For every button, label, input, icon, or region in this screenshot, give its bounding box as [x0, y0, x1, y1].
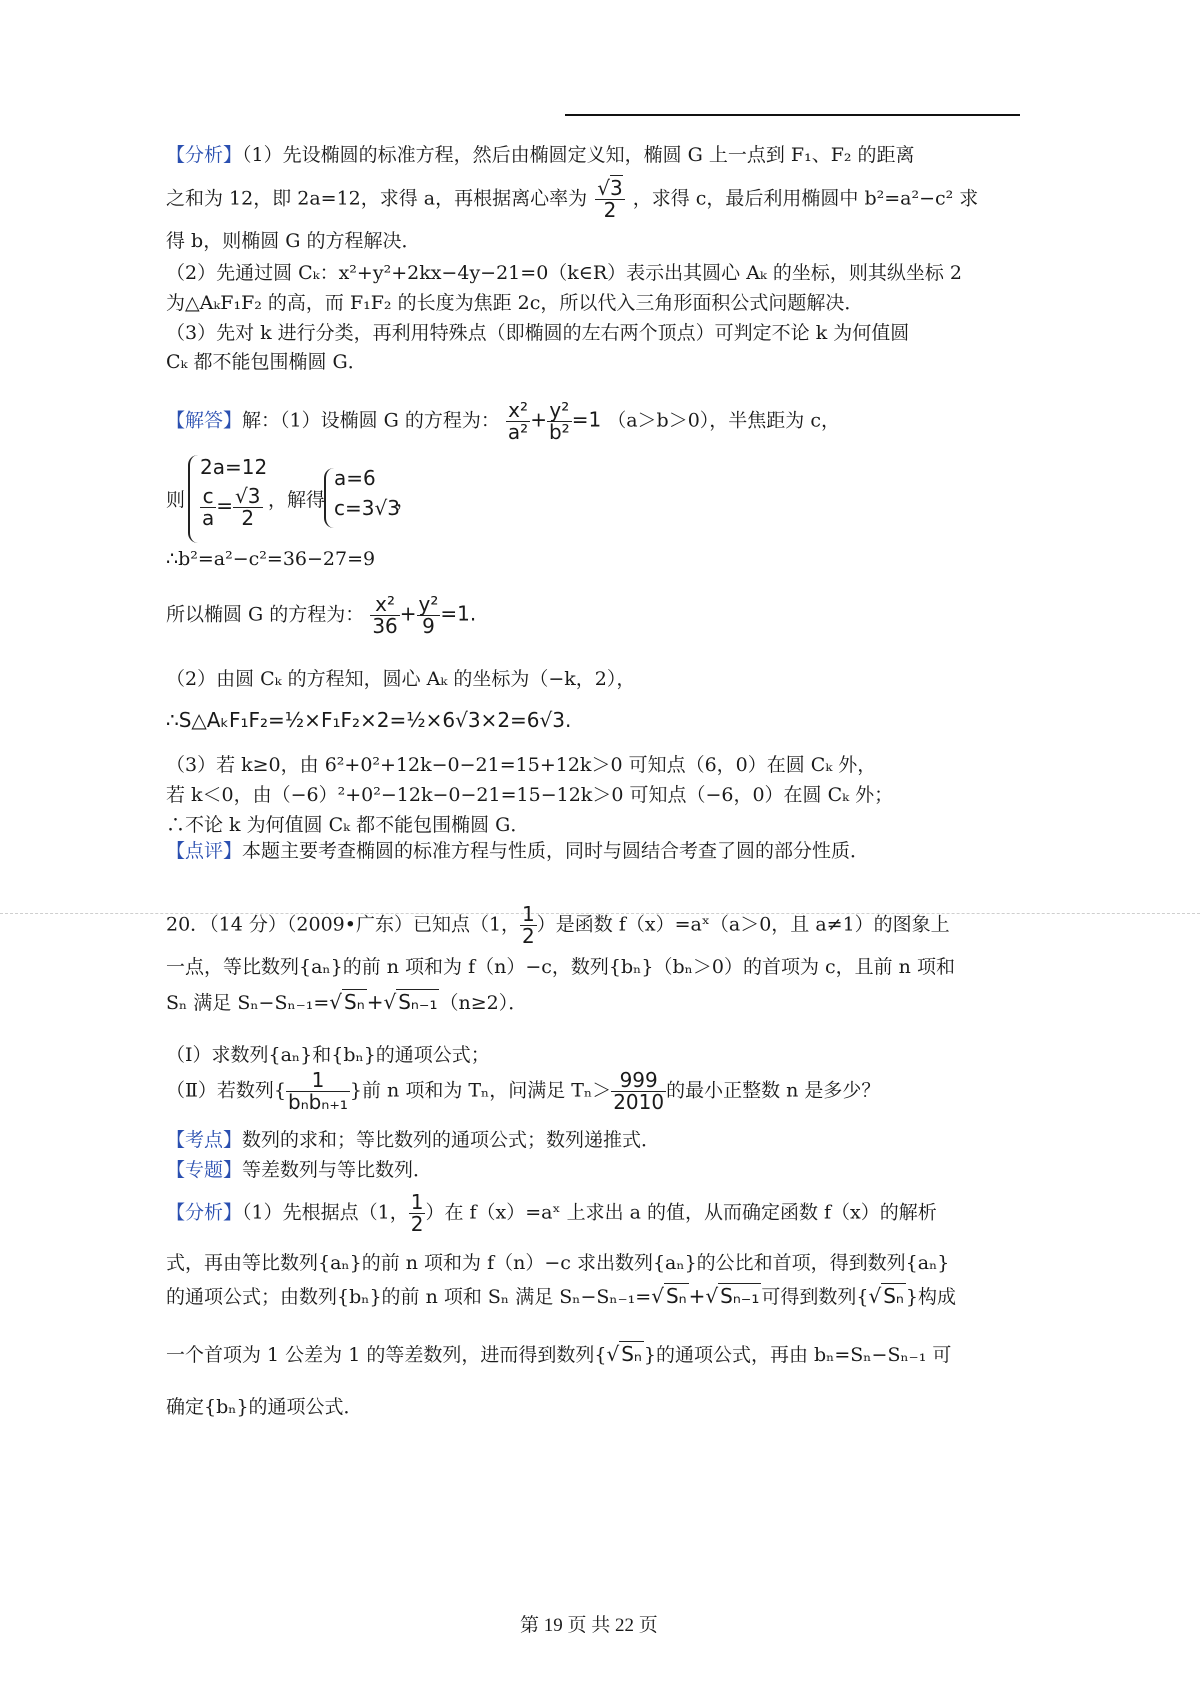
ellipse-y-term: $\frac{\text{y²}}{\text{b²}}$ [548, 398, 570, 444]
analysis-2-line-4: 一个首项为 1 公差为 1 的等差数列，进而得到数列{√ Sₙ }的通项公式，再由 bₙ=Sₙ−Sₙ₋₁ 可 [166, 1342, 952, 1366]
analysis-1-line-6: （3）先对 k 进行分类，再利用特殊点（即椭圆的左右两个顶点）可判定不论 k 为何值圆 [166, 322, 910, 344]
analysis-2-line-5: 确定{bₙ}的通项公式． [166, 1396, 363, 1418]
result-brace [324, 468, 334, 528]
analysis-2-line-2: 式，再由等比数列{aₙ}的前 n 项和为 f（n）−c 求出数列{aₙ}的公比和首项，得到数列{aₙ} [166, 1252, 950, 1274]
analysis-1-line-2: 之和为 12，即 2a=12，求得 a，再根据离心率为 $\frac{√3}{2}$ ，求得 c，最后利用椭圆中 b²=a²−c² 求 [166, 176, 979, 222]
result-c: c=3√3 [334, 496, 400, 520]
q20-line-3: Sₙ 满足 Sₙ−Sₙ₋₁=√ Sₙ +√ Sₙ₋₁ （n≥2）． [166, 990, 528, 1014]
ellipse-x-term: $\frac{\text{x²}}{\text{a²}}$ [507, 398, 529, 444]
solution-part-3b: 若 k＜0，由（−6）²+0²−12k−0−21=15−12k＞0 可知点（−6，0）在圆 Cₖ 外； [166, 784, 894, 806]
analysis-2-line-3: 的通项公式；由数列{bₙ}的前 n 项和 Sₙ 满足 Sₙ−Sₙ₋₁=√ Sₙ +√ Sₙ₋₁ 可得到数列{√ Sₙ }构成 [166, 1284, 956, 1308]
analysis-1-line-5: 为△AₖF₁F₂ 的高，而 F₁F₂ 的长度为焦距 2c，所以代入三角形面积公式问题解决． [166, 292, 864, 314]
comment-line: 【点评】本题主要考查椭圆的标准方程与性质，同时与圆结合考查了圆的部分性质． [166, 840, 870, 862]
solution-tag: 【解答】 [166, 409, 243, 432]
comment-tag: 【点评】 [166, 840, 243, 862]
result-a: a=6 [334, 466, 376, 490]
analysis-tag: 【分析】 [166, 144, 243, 166]
page-footer: 第 19 页 共 22 页 [520, 1615, 658, 1636]
jiede-label: ，解得 [268, 489, 326, 511]
zhuanti-tag: 【专题】 [166, 1159, 243, 1181]
q20-line-2: 一点，等比数列{aₙ}的前 n 项和为 f（n）−c，数列{bₙ}（bₙ＞0）的首项为 c，且前 n 项和 [166, 956, 955, 978]
zhuanti-line: 【专题】等差数列与等比数列． [166, 1159, 433, 1181]
result-comma: ， [396, 489, 416, 511]
b-squared-line: ∴b²=a²−c²=36−27=9 [166, 548, 376, 570]
solution-part-2: （2）由圆 Cₖ 的方程知，圆心 Aₖ 的坐标为（−k，2）， [166, 668, 636, 690]
analysis-2-tag: 【分析】 [166, 1201, 243, 1224]
analysis-1-line-7: Cₖ 都不能包围椭圆 G． [166, 351, 367, 373]
analysis-1-line-3: 得 b，则椭圆 G 的方程解决． [166, 230, 421, 252]
eccentricity-fraction: $\frac{√3}{2}$ [597, 176, 623, 222]
ze-label: 则 [166, 489, 186, 511]
system-eq-2: $\frac{c}{a}$ = $\frac{√3}{2}$ [202, 484, 261, 530]
solution-line-1: 【解答】解：（1）设椭圆 G 的方程为： $\frac{\text{x²}}{\text{a²}}$ + $\frac{\text{y²}}{\text{b²}}$ =1 （a＞b＞0），半焦距为 c， [166, 398, 840, 444]
triangle-area-line: ∴S△AₖF₁F₂=½×F₁F₂×2=½×6√3×2=6√3. [166, 708, 572, 732]
q20-part-1: （Ⅰ）求数列{aₙ}和{bₙ}的通项公式； [166, 1044, 490, 1066]
kaodian-line: 【考点】数列的求和；等比数列的通项公式；数列递推式． [166, 1129, 661, 1151]
answer-blank-line [565, 114, 1020, 116]
kaodian-tag: 【考点】 [166, 1129, 243, 1151]
system-brace [188, 455, 200, 543]
ellipse-equation-line: 所以椭圆 G 的方程为： $\frac{\text{x²}}{36}$ + $\frac{\text{y²}}{9}$ =1. [166, 592, 477, 638]
system-eq-1: 2a=12 [200, 455, 268, 479]
analysis-2-line-1: 【分析】（1）先根据点（1， $\frac{1}{2}$ ）在 f（x）=aˣ 上求出 a 的值，从而确定函数 f（x）的解析 [166, 1190, 937, 1236]
q20-part-2: （Ⅱ）若数列{ $\frac{1}{\text{bₙbₙ₊₁}}$ }前 n 项和为 Tₙ，问满足 Tₙ＞ $\frac{999}{2010}$ 的最小正整数 n 是多少？ [166, 1068, 881, 1114]
analysis-1-line-4: （2）先通过圆 Cₖ：x²+y²+2kx−4y−21=0（k∈R）表示出其圆心 Aₖ 的坐标，则其纵坐标 2 [166, 262, 963, 284]
q20-line-1: 20．（14 分）（2009•广东）已知点（1， $\frac{1}{2}$ ）是函数 f（x）=aˣ（a＞0，且 a≠1）的图象上 [166, 902, 950, 948]
solution-part-3a: （3）若 k≥0，由 6²+0²+12k−0−21=15+12k＞0 可知点（6，0）在圆 Cₖ 外， [166, 754, 877, 776]
solution-part-3c: ∴不论 k 为何值圆 Cₖ 都不能包围椭圆 G． [166, 814, 530, 836]
analysis-1-line-1: 【分析】（1）先设椭圆的标准方程，然后由椭圆定义知，椭圆 G 上一点到 F₁、F₂ 的距离 [166, 144, 915, 166]
